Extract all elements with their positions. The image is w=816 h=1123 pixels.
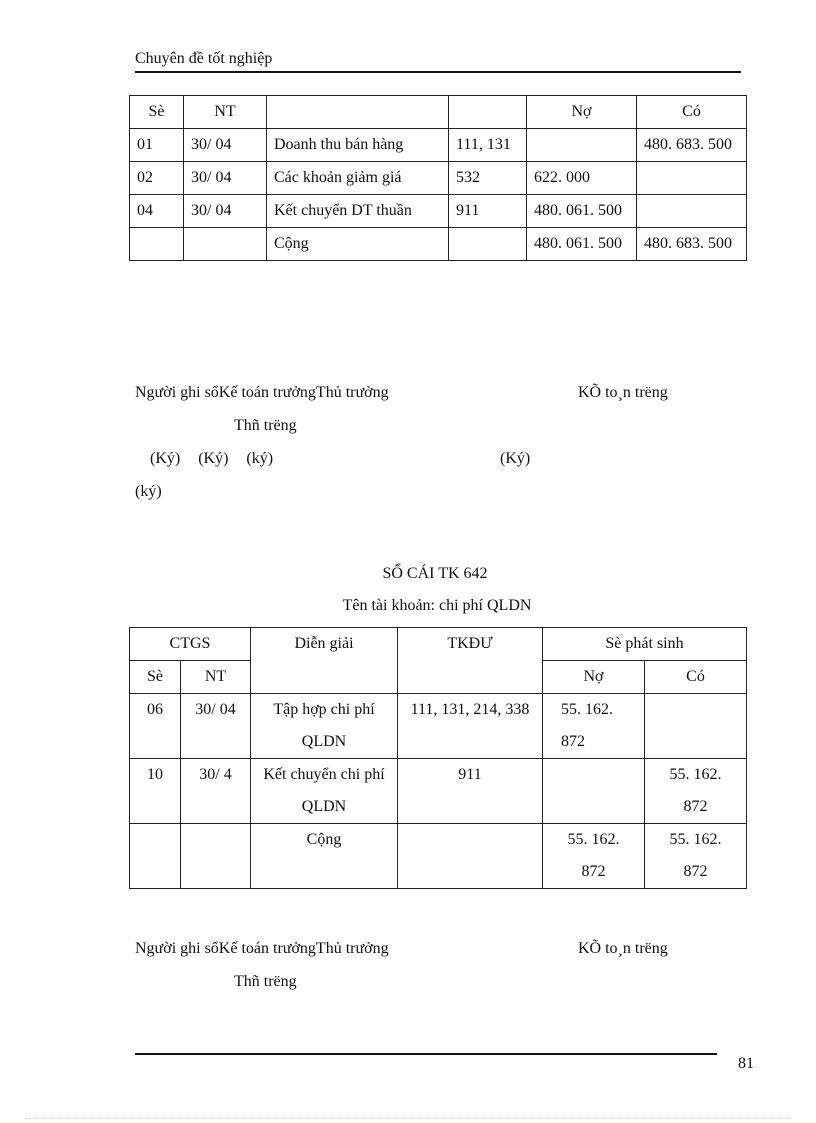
header-cell-no: Nợ [543,661,645,694]
cell-so: 06 [130,694,181,759]
header-cell-co: Có [645,661,747,694]
cell-credit: 480. 683. 500 [637,129,747,162]
cell-credit [637,195,747,228]
cell-nt: 30/ 04 [184,129,267,162]
header-cell-nt: NT [184,96,267,129]
cell-account: 911 [398,759,543,824]
header-cell-co: Có [637,96,747,129]
table-header-row [130,96,747,129]
header-cell-nt: NT [181,661,251,694]
cell-debit: 55. 162. 872 [543,694,645,759]
page-edge-divider [25,1118,791,1119]
ledger-account-name: Tên tài khoản: chi phí QLDN [342,597,532,614]
signature-titles: Người ghi sổKế toán trưởngThủ trưởng [135,940,389,957]
cell-nt: 30/ 4 [181,759,251,824]
cell-credit: 480. 683. 500 [637,228,747,261]
header-cell-phat-sinh: Sè phát sinh [543,628,747,661]
header-cell-tkdu: TKĐƯ [398,628,543,694]
cell-description: Kết chuyển DT thuần [267,195,449,228]
cell-description: Doanh thu bán hàng [267,129,449,162]
header-cell-blank [267,96,449,129]
cell-account: 111, 131, 214, 338 [398,694,543,759]
cell-so: 10 [130,759,181,824]
table-row [130,129,747,162]
header-cell-so: Sè [130,661,181,694]
cell-so: 01 [130,129,184,162]
footer-rule [135,1053,717,1055]
signature-alt-title: KÕ to¸n trëng [578,940,668,957]
signature-sign-extra: (ký) [135,483,162,500]
cell-debit: 480. 061. 500 [527,228,637,261]
cell-description: Cộng [251,824,398,889]
signature-alt-title: KÕ to¸n trëng [578,384,668,401]
signature-sign-row: (Ký) (Ký) (ký) [150,450,274,467]
signature-titles: Người ghi sổKế toán trưởngThủ trưởng [135,384,389,401]
cell-account: 532 [449,162,527,195]
cell-nt: 30/ 04 [181,694,251,759]
signature-alt-title-2: Thñ trëng [234,417,297,434]
header-cell-so: Sè [130,96,184,129]
ledger-table-2 [129,627,747,889]
ledger-title: SỔ CÁI TK 642 [382,565,488,582]
cell-debit [527,129,637,162]
cell-nt: 30/ 04 [184,195,267,228]
header-cell-ctgs: CTGS [130,628,251,661]
cell-credit [637,162,747,195]
cell-nt [181,824,251,889]
cell-so [130,824,181,889]
cell-credit [645,694,747,759]
cell-nt: 30/ 04 [184,162,267,195]
table-row [130,195,747,228]
header-cell-no: Nợ [527,96,637,129]
cell-description: Kết chuyển chi phí QLDN [251,759,398,824]
table-row [130,759,747,824]
cell-account: 911 [449,195,527,228]
cell-description: Cộng [267,228,449,261]
cell-so [130,228,184,261]
cell-so: 04 [130,195,184,228]
cell-debit: 622. 000 [527,162,637,195]
page-number: 81 [738,1055,754,1072]
cell-credit: 55. 162. 872 [645,824,747,889]
cell-debit [543,759,645,824]
table-total-row [130,824,747,889]
table-row [130,694,747,759]
header-cell-blank [449,96,527,129]
signature-alt-title-2: Thñ trëng [234,973,297,990]
page-header-title: Chuyên đề tốt nghiệp [135,50,273,67]
cell-description: Tập hợp chi phí QLDN [251,694,398,759]
cell-account [449,228,527,261]
table-total-row [130,228,747,261]
cell-nt [184,228,267,261]
header-rule [135,71,741,73]
header-cell-dien-giai: Diễn giải [251,628,398,694]
cell-credit: 55. 162. 872 [645,759,747,824]
signature-sign-right: (Ký) [500,450,531,467]
ledger-table-1 [129,95,747,261]
cell-debit: 55. 162. 872 [543,824,645,889]
cell-debit: 480. 061. 500 [527,195,637,228]
cell-account [398,824,543,889]
table-row [130,162,747,195]
cell-so: 02 [130,162,184,195]
table-header-row [130,628,747,661]
cell-account: 111, 131 [449,129,527,162]
cell-description: Các khoản giảm giá [267,162,449,195]
